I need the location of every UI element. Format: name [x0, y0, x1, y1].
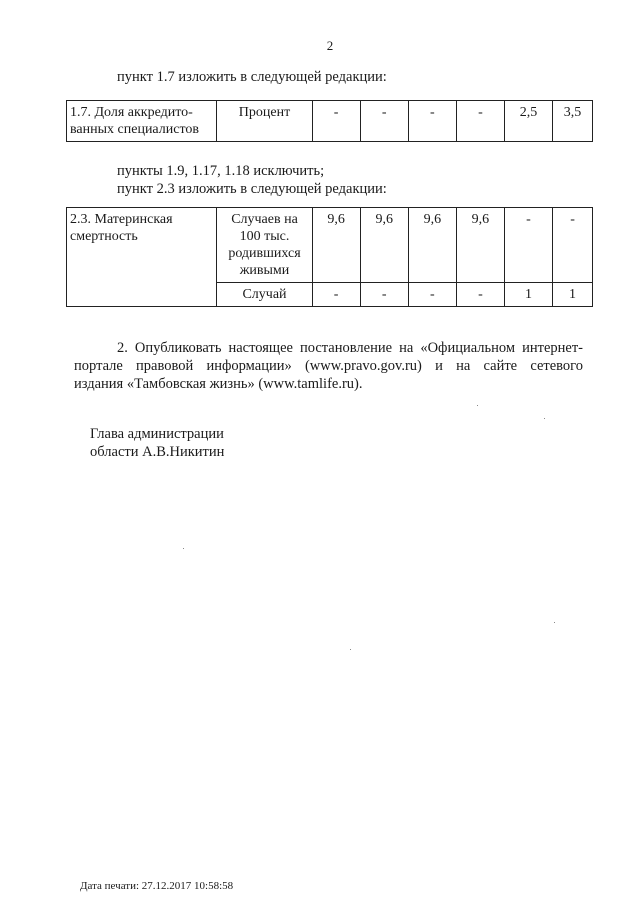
value-cell: 9,6	[312, 208, 360, 283]
print-date: Дата печати: 27.12.2017 10:58:58	[80, 880, 234, 892]
unit-cell: Случай	[217, 283, 312, 307]
table-row	[67, 208, 593, 283]
unit-line: живыми	[239, 263, 290, 278]
table-item-1-7	[66, 100, 593, 142]
scan-speck	[477, 405, 478, 406]
value-cell: 9,6	[360, 208, 408, 283]
value-cell: 1	[553, 283, 593, 307]
value-cell: 3,5	[553, 101, 593, 142]
indicator-cell	[67, 208, 217, 307]
intro-item-1-7: пункт 1.7 изложить в следующей редакции:	[117, 69, 387, 85]
indicator-line: смертность	[70, 229, 138, 244]
paragraph-line: портале правовой информации» (www.pravo.gov.ru) и на сайте сетевого	[74, 358, 583, 374]
signature-name: области А.В.Никитин	[90, 444, 225, 460]
value-cell: -	[504, 208, 552, 283]
indicator-line: 2.3. Материнская	[70, 212, 173, 227]
paragraph-line: издания «Тамбовская жизнь» (www.tamlife.ru).	[74, 376, 363, 392]
table-row	[67, 101, 593, 142]
indicator-line: ванных специалистов	[70, 122, 200, 137]
value-cell: 9,6	[456, 208, 504, 283]
unit-line: родившихся	[228, 246, 301, 261]
exclude-items-text: пункты 1.9, 1.17, 1.18 исключить;	[117, 163, 325, 179]
value-cell: 9,6	[408, 208, 456, 283]
value-cell: -	[312, 283, 360, 307]
scan-speck	[350, 649, 351, 650]
scan-speck	[544, 418, 545, 419]
unit-line: Случаев на	[231, 212, 298, 227]
table-item-2-3	[66, 207, 593, 307]
value-cell: -	[456, 101, 504, 142]
scan-speck	[554, 622, 555, 623]
page-number: 2	[326, 38, 334, 53]
publication-paragraph	[74, 339, 583, 393]
scan-speck	[183, 548, 184, 549]
value-cell: -	[360, 101, 408, 142]
value-cell: -	[553, 208, 593, 283]
indicator-line: 1.7. Доля аккредито-	[70, 105, 193, 120]
paragraph-line: 2. Опубликовать настоящее постановление на «Официальном интернет-	[117, 340, 583, 356]
intro-item-2-3: пункт 2.3 изложить в следующей редакции:	[117, 181, 387, 197]
unit-cell	[217, 208, 312, 283]
value-cell: -	[312, 101, 360, 142]
unit-cell: Процент	[217, 101, 312, 142]
signature-title: Глава администрации	[90, 426, 224, 442]
unit-line: 100 тыс.	[239, 229, 290, 244]
indicator-cell	[67, 101, 217, 142]
value-cell: 2,5	[504, 101, 552, 142]
value-cell: -	[456, 283, 504, 307]
value-cell: -	[408, 283, 456, 307]
value-cell: 1	[504, 283, 552, 307]
value-cell: -	[360, 283, 408, 307]
value-cell: -	[408, 101, 456, 142]
